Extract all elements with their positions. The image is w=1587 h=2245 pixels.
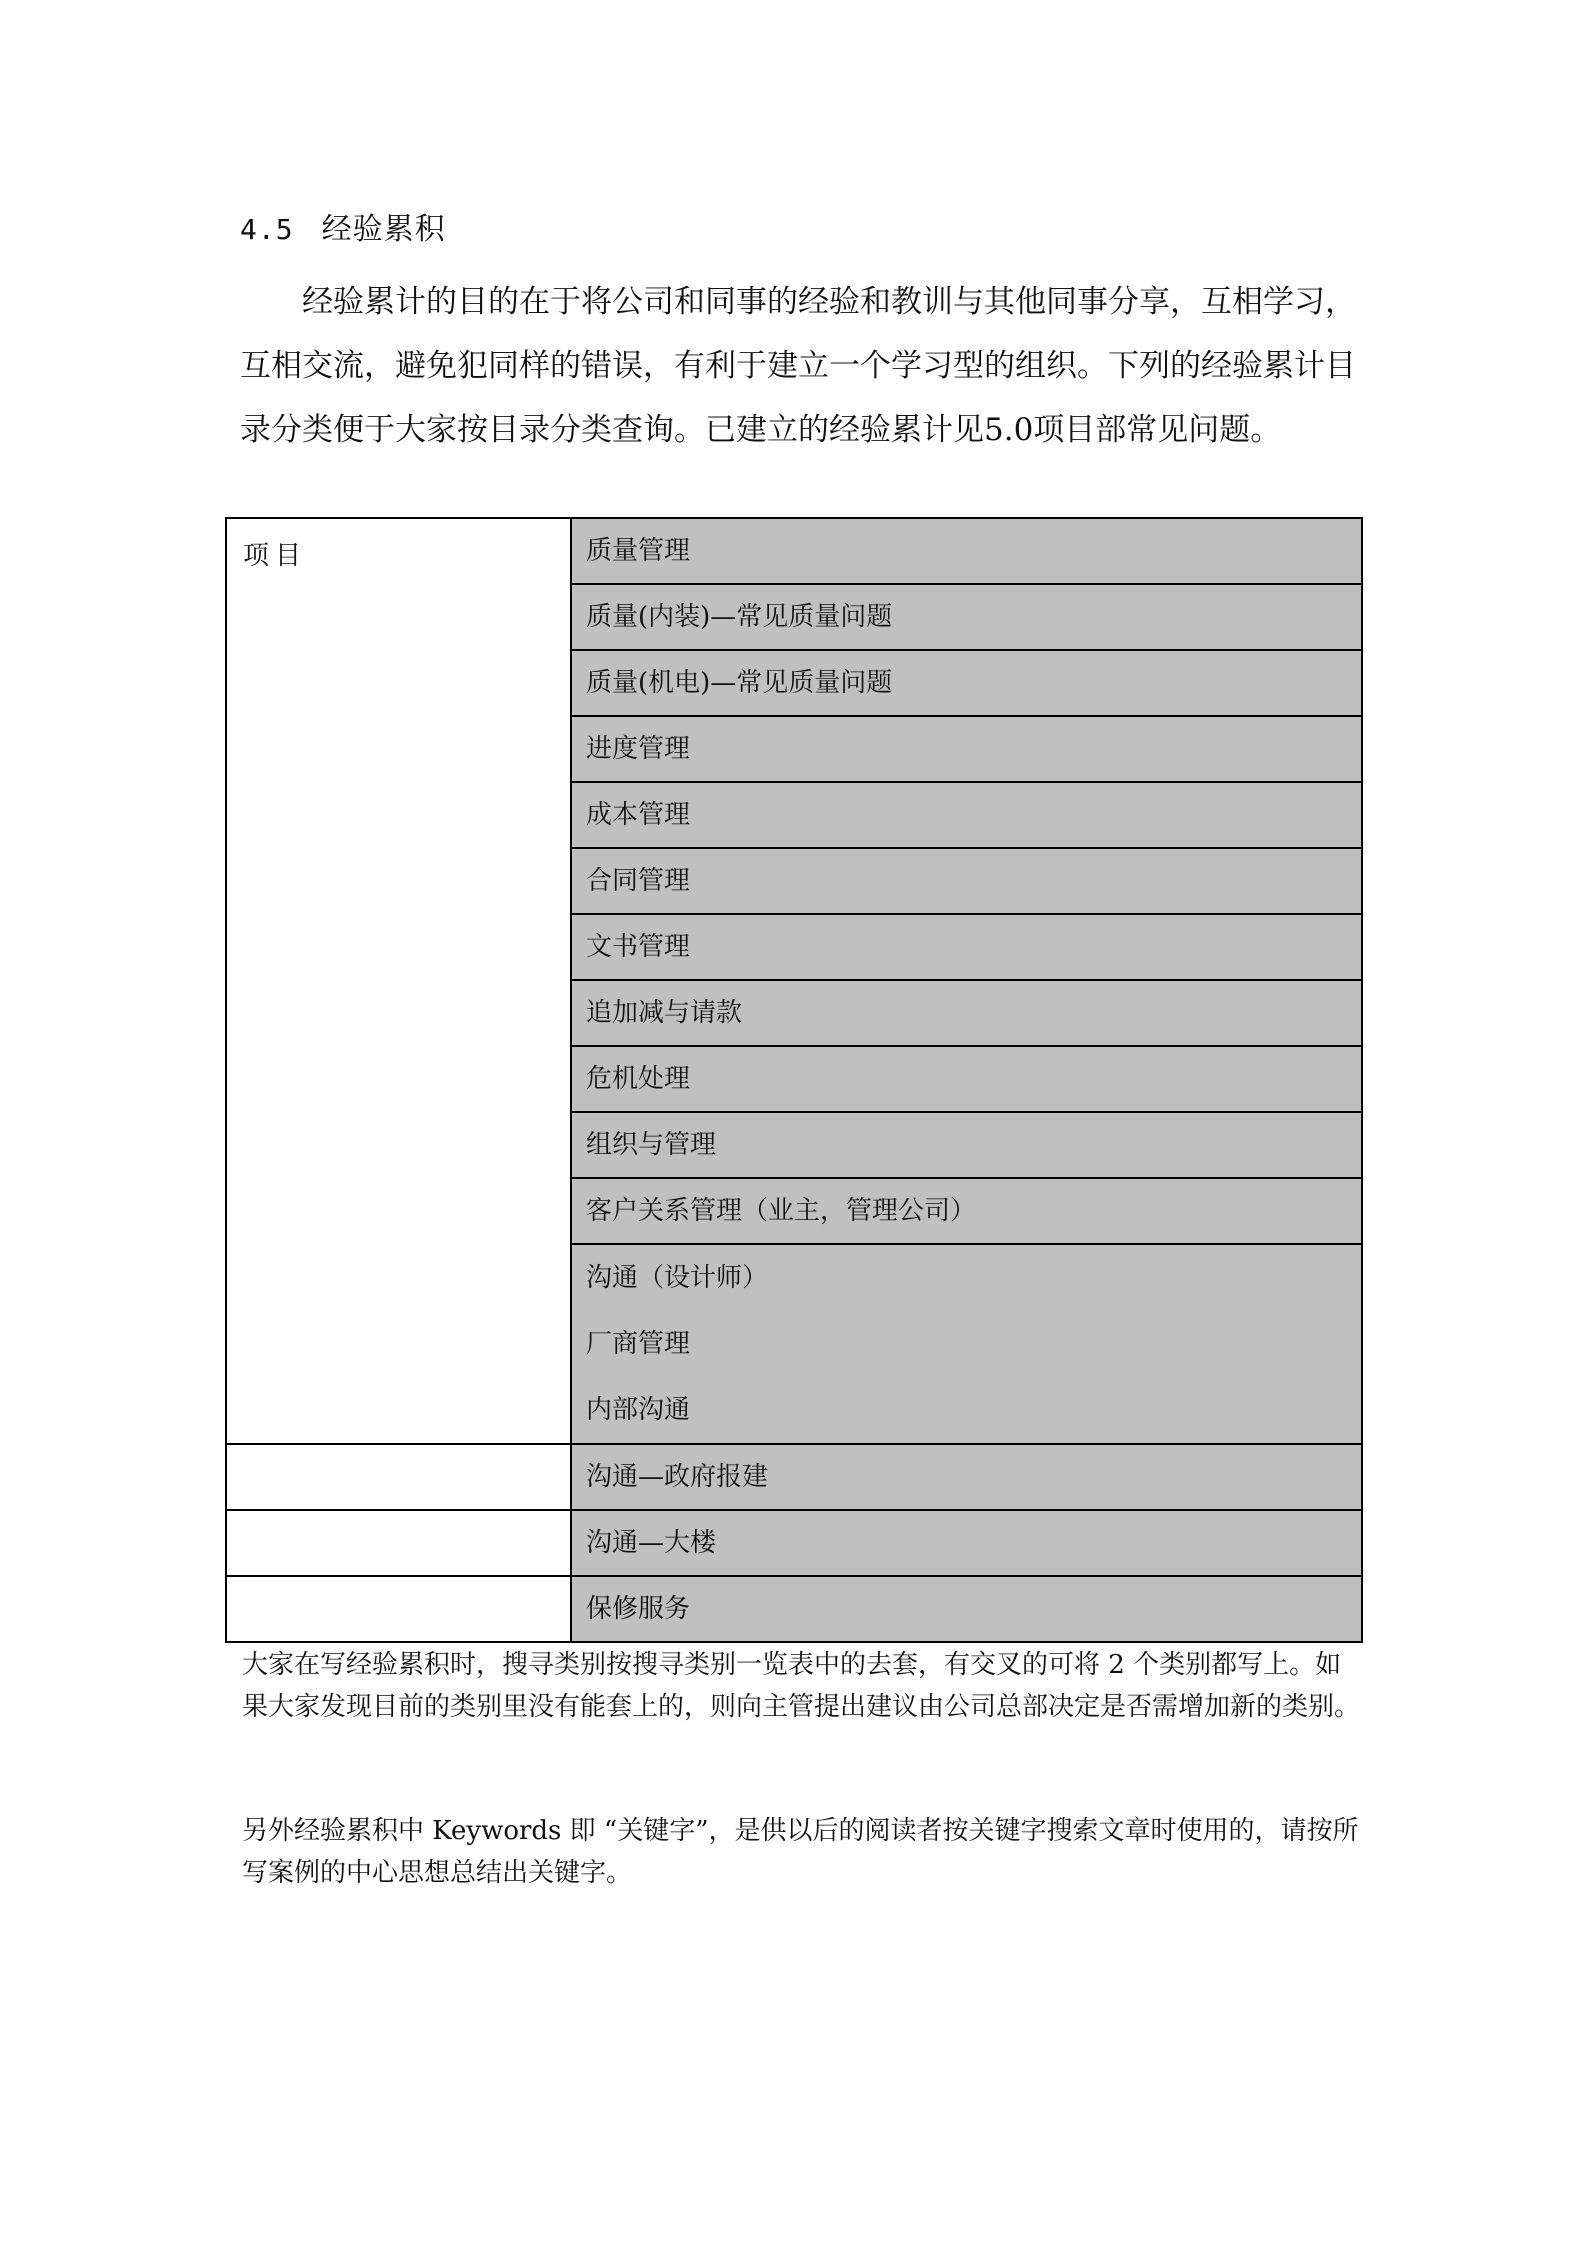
keywords-paragraph <box>242 1810 1362 1894</box>
category-cell <box>571 848 1362 914</box>
section-number: 4.5 <box>240 213 294 246</box>
intro-text: 经验累计的目的在于将公司和同事的经验和教训与其他同事分享，互相学习，互相交流，避免犯同样的错误，有利于建立一个学习型的组织。下列的经验累计目录分类便于大家按目录分类查询。已建立的经验累计见5.0项目部常见问题。 <box>240 284 1356 448</box>
category-label: 成本管理 <box>586 800 691 830</box>
category-cell <box>571 1576 1362 1642</box>
category-label: 沟通（设计师） <box>586 1263 769 1293</box>
empty-cell <box>226 1576 571 1642</box>
category-label: 保修服务 <box>586 1594 691 1624</box>
keywords-text: 另外经验累积中 Keywords 即 “关键字”，是供以后的阅读者按关键字搜索文章时使用的，请按所写案例的中心思想总结出关键字。 <box>242 1816 1359 1888</box>
category-label: 厂商管理 <box>586 1329 691 1359</box>
category-cell <box>571 584 1362 650</box>
category-cell <box>571 914 1362 980</box>
category-label: 客户关系管理（业主，管理公司） <box>586 1196 977 1226</box>
section-heading <box>240 204 446 248</box>
category-cell <box>571 518 1362 584</box>
category-label: 文书管理 <box>586 932 691 962</box>
empty-cell <box>226 1444 571 1510</box>
category-label: 沟通—政府报建 <box>586 1462 769 1492</box>
category-cell <box>571 1510 1362 1576</box>
table-row <box>226 518 1362 584</box>
note-paragraph <box>242 1644 1362 1728</box>
category-cell <box>571 716 1362 782</box>
category-cell <box>571 1178 1362 1244</box>
category-label: 进度管理 <box>586 734 691 764</box>
table-row <box>226 1510 1362 1576</box>
category-cell <box>571 650 1362 716</box>
category-cell <box>571 1046 1362 1112</box>
category-cell <box>571 980 1362 1046</box>
table-row <box>226 1444 1362 1510</box>
note-text: 大家在写经验累积时，搜寻类别按搜寻类别一览表中的去套，有交叉的可将 2 个类别都写上。如果大家发现目前的类别里没有能套上的，则向主管提出建议由公司总部决定是否需增加新的类别。 <box>242 1650 1361 1722</box>
category-label: 质量(机电)—常见质量问题 <box>586 668 893 698</box>
category-label: 追加减与请款 <box>586 998 743 1028</box>
category-table <box>225 517 1363 1643</box>
category-cell <box>571 1444 1362 1510</box>
intro-paragraph <box>240 270 1360 462</box>
category-label: 危机处理 <box>586 1064 691 1094</box>
project-cell <box>226 518 571 1444</box>
category-cell <box>571 1112 1362 1178</box>
category-label: 内部沟通 <box>586 1395 691 1425</box>
category-label: 沟通—大楼 <box>586 1528 717 1558</box>
category-label: 质量管理 <box>586 536 691 566</box>
category-cell <box>571 782 1362 848</box>
category-cell-merged <box>571 1244 1362 1444</box>
category-label: 质量(内装)—常见质量问题 <box>586 602 893 632</box>
section-title: 经验累积 <box>321 212 446 247</box>
category-label: 合同管理 <box>586 866 691 896</box>
table-row <box>226 1576 1362 1642</box>
project-label: 项目 <box>243 541 308 571</box>
category-label: 组织与管理 <box>586 1130 717 1160</box>
empty-cell <box>226 1510 571 1576</box>
